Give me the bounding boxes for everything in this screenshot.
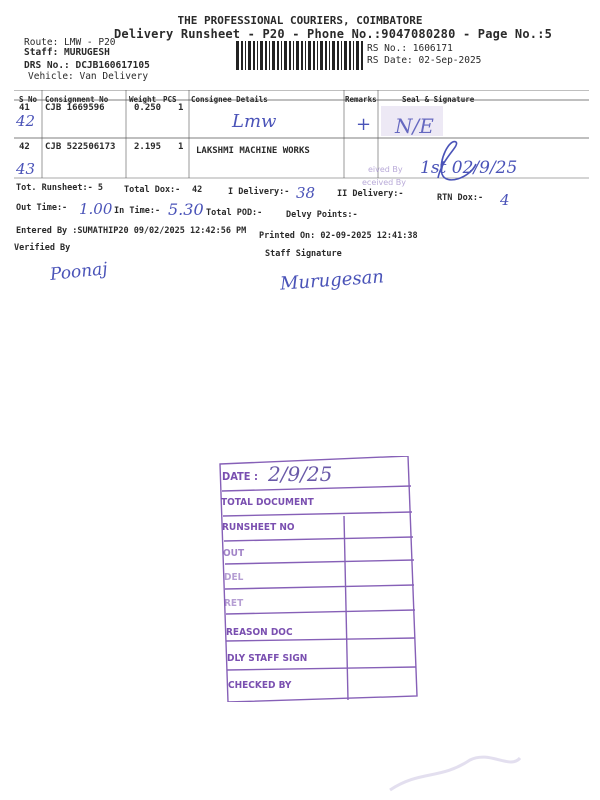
rtn-dox-label: RTN Dox:-: [437, 193, 484, 203]
barcode-bar: [257, 41, 258, 70]
barcode-bar: [301, 41, 303, 70]
row1-weight: 0.250: [134, 103, 162, 113]
barcode-bar: [329, 41, 330, 70]
col-seal: Seal & Signature: [402, 95, 475, 104]
row2-handwritten-sno: 43: [16, 160, 36, 178]
svg-text:eceived By: eceived By: [362, 178, 406, 187]
barcode-bar: [349, 41, 351, 70]
svg-text:eived By: eived By: [368, 165, 403, 174]
printed-on: Printed On: 02-09-2025 12:41:38: [259, 231, 418, 241]
stamp-date-value: 2/9/25: [268, 462, 333, 486]
rs-date: RS Date: 02-Sep-2025: [367, 55, 482, 66]
barcode-bar: [337, 41, 339, 70]
stamp-out: OUT: [223, 548, 245, 559]
stamp-total-document: TOTAL DOCUMENT: [221, 497, 314, 508]
barcode-bar: [296, 41, 299, 70]
row2-pcs: 1: [178, 142, 184, 152]
row1-sno: 41: [19, 103, 30, 113]
in-time-value: 5.30: [168, 200, 204, 219]
tot-runsheet: Tot. Runsheet:- 5: [16, 183, 103, 193]
stamp-del: DEL: [224, 572, 244, 583]
company-name: THE PROFESSIONAL COURIERS, COIMBATORE: [177, 14, 423, 27]
barcode-bar: [308, 41, 311, 70]
row2-handwritten-seal: 1st 02/9/25: [420, 158, 518, 178]
row1-handwritten-sno: 42: [16, 112, 36, 130]
stamp-runsheet-no: RUNSHEET NO: [222, 522, 295, 533]
total-pod-label: Total POD:-: [206, 208, 263, 218]
runsheet-title: Delivery Runsheet - P20 - Phone No.:9047080280 - Page No.:5: [114, 27, 553, 41]
out-time-value: 1.00: [79, 200, 113, 218]
barcode-bar: [353, 41, 354, 70]
out-time-label: Out Time:-: [16, 203, 68, 213]
delvy-points-label: Delvy Points:-: [286, 210, 358, 220]
stamp-dly-staff-sign: DLY STAFF SIGN: [227, 653, 308, 664]
staff-signature-label: Staff Signature: [265, 249, 342, 259]
barcode-bar: [241, 41, 243, 70]
col-weight: Weight: [129, 95, 157, 104]
i-delivery-label: I Delivery:-: [228, 187, 290, 197]
barcode-bar: [332, 41, 335, 70]
col-sno: S No: [19, 95, 38, 104]
row2-consignment: CJB 522506173: [45, 142, 116, 152]
barcode-bar: [265, 41, 267, 70]
barcode-bar: [293, 41, 294, 70]
verified-signature: Poonaj: [49, 259, 109, 285]
row2-sno: 42: [19, 142, 30, 152]
row1-consignment: CJB 1669596: [45, 103, 105, 113]
ii-delivery-label: II Delivery:-: [337, 189, 404, 199]
barcode-bar: [317, 41, 318, 70]
delivery-check-stamp: [216, 456, 421, 702]
barcode-bar: [284, 41, 287, 70]
barcode-bar: [344, 41, 347, 70]
total-dox-value: 42: [192, 185, 203, 195]
vehicle: Vehicle: Van Delivery: [28, 71, 149, 82]
barcode-bar: [320, 41, 323, 70]
col-consignee: Consignee Details: [191, 95, 268, 104]
rs-number: RS No.: 1606171: [367, 43, 453, 54]
row1-handwritten-consignee: Lmw: [232, 111, 277, 132]
stamp-date-label: DATE :: [222, 470, 258, 483]
barcode-bar: [253, 41, 255, 70]
faded-ink-smudge: [380, 740, 530, 800]
barcode-bar: [248, 41, 251, 70]
barcode-bar: [272, 41, 275, 70]
barcode-bar: [289, 41, 291, 70]
col-pcs: PCS: [163, 95, 177, 104]
barcode-bar: [325, 41, 327, 70]
in-time-label: In Time:-: [114, 206, 161, 216]
barcode-bar: [361, 41, 363, 70]
barcode-bar: [277, 41, 279, 70]
total-dox-label: Total Dox:-: [124, 185, 181, 195]
row1-faded-seal-stamp: [381, 106, 443, 136]
staff-handwritten-signature: Murugesan: [279, 266, 385, 295]
barcode-bar: [260, 41, 263, 70]
route: Route: LMW - P20: [24, 37, 116, 48]
barcode-bar: [269, 41, 270, 70]
barcode-bar: [281, 41, 282, 70]
stamp-ret: RET: [224, 598, 244, 609]
barcode-bar: [236, 41, 239, 70]
i-delivery-value: 38: [296, 184, 316, 202]
row1-handwritten-seal: N/E: [395, 114, 434, 138]
col-remarks: Remarks: [345, 95, 377, 104]
barcode-bar: [245, 41, 246, 70]
verified-by-label: Verified By: [14, 243, 71, 253]
stamp-reason-doc: REASON DOC: [226, 627, 293, 638]
barcode-bar: [341, 41, 342, 70]
row1-handwritten-remark: +: [356, 114, 372, 135]
row1-pcs: 1: [178, 103, 184, 113]
received-stamp-with-signature: [350, 138, 520, 194]
row2-weight: 2.195: [134, 142, 162, 152]
barcode-image: [236, 41, 364, 70]
staff-name: Staff: MURUGESH: [24, 47, 110, 58]
col-consignment: Consignment No: [45, 95, 109, 104]
stamp-checked-by: CHECKED BY: [228, 680, 292, 691]
barcode-bar: [356, 41, 359, 70]
drs-number: DRS No.: DCJB160617105: [24, 60, 150, 71]
entered-by: Entered By :SUMATHIP20 09/02/2025 12:42:56 PM: [16, 226, 247, 236]
barcode-bar: [305, 41, 306, 70]
barcode-bar: [313, 41, 315, 70]
rtn-dox-value: 4: [500, 191, 510, 209]
row2-consignee: LAKSHMI MACHINE WORKS: [196, 146, 310, 156]
